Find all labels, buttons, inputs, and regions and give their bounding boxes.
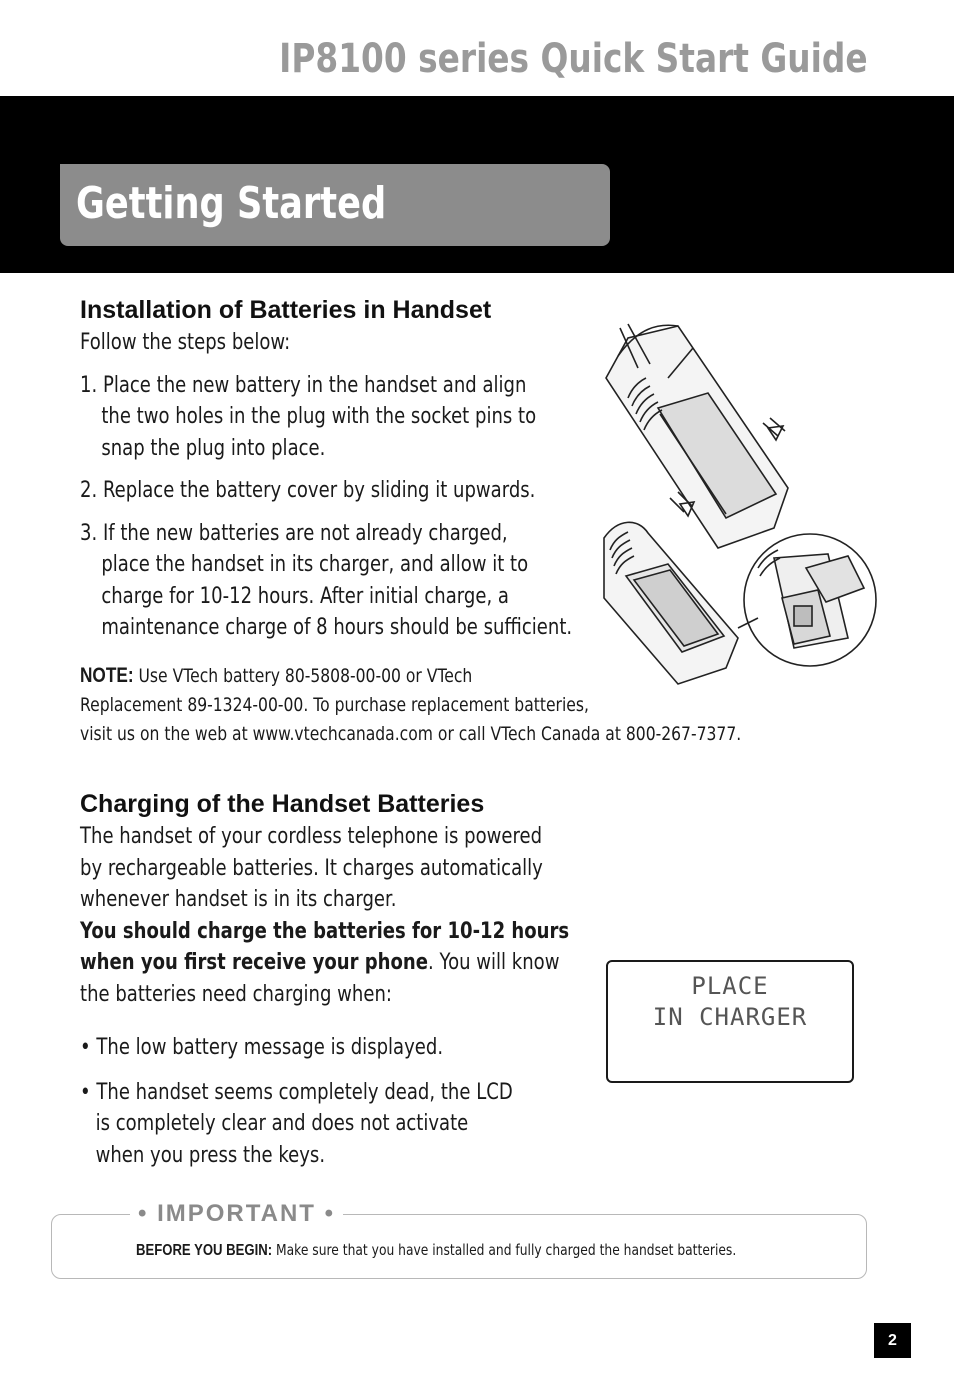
bullet-line: • The low battery message is displayed. xyxy=(80,1035,444,1060)
charging-text xyxy=(80,821,569,1171)
installation-intro: Follow the steps below: xyxy=(80,330,291,355)
important-message: Make sure that you have installed and fully charged the handset batteries. xyxy=(272,1241,737,1259)
charging-after-bold: . You will know xyxy=(427,950,560,975)
section-title: Getting Started xyxy=(76,178,387,229)
important-text xyxy=(136,1241,736,1260)
lcd-line-1: PLACE xyxy=(691,972,769,1000)
charging-para-line: by rechargeable batteries. It charges automatically xyxy=(80,855,543,881)
charging-bold-line: when you first receive your phone xyxy=(80,950,428,975)
step-line: 1. Place the new battery in the handset and align xyxy=(80,372,527,398)
step-line: maintenance charge of 8 hours should be sufficient. xyxy=(101,615,573,640)
battery-installation-illustration xyxy=(598,318,882,688)
installation-text xyxy=(80,327,572,644)
installation-step xyxy=(80,475,572,507)
note-line: Replacement 89-1324-00-00. To purchase replacement batteries, xyxy=(80,694,589,716)
page-number: 2 xyxy=(874,1323,911,1358)
installation-step xyxy=(80,518,572,644)
bullet-line: when you press the keys. xyxy=(95,1142,326,1168)
note-line: visit us on the web at www.vtechcanada.com or call VTech Canada at 800-267-7377. xyxy=(80,723,742,745)
bullet-item xyxy=(80,1032,569,1064)
bullet-line: is completely clear and does not activate xyxy=(95,1111,469,1136)
step-line: 3. If the new batteries are not already charged, xyxy=(80,520,508,546)
installation-heading: Installation of Batteries in Handset xyxy=(80,296,492,324)
lcd-line-2: IN CHARGER xyxy=(652,1003,808,1031)
note-line: Use VTech battery 80-5808-00-00 or VTech xyxy=(138,665,473,687)
charging-bold-line: You should charge the batteries for 10-12 hours xyxy=(80,918,570,944)
charging-heading: Charging of the Handset Batteries xyxy=(80,790,485,818)
step-line: 2. Replace the battery cover by sliding it upwards. xyxy=(80,478,536,503)
charging-last-line: the batteries need charging when: xyxy=(80,981,392,1007)
bullet-line: • The handset seems completely dead, the LCD xyxy=(80,1079,513,1105)
installation-step xyxy=(80,370,572,465)
header-band xyxy=(0,96,954,273)
note-label: NOTE: xyxy=(80,664,134,687)
step-line: place the handset in its charger, and allow it to xyxy=(101,552,529,577)
bullet-item xyxy=(80,1077,569,1172)
guide-title: IP8100 series Quick Start Guide xyxy=(279,36,868,82)
step-line: the two holes in the plug with the socket pins to xyxy=(101,404,537,429)
charging-para-line: whenever handset is in its charger. xyxy=(80,887,397,912)
section-tab xyxy=(60,164,610,246)
charging-para-line: The handset of your cordless telephone is powered xyxy=(80,824,543,849)
step-line: snap the plug into place. xyxy=(101,435,326,461)
important-label: • IMPORTANT • xyxy=(130,1200,343,1228)
step-line: charge for 10-12 hours. After initial charge, a xyxy=(101,583,509,609)
important-box xyxy=(51,1200,867,1279)
lcd-display xyxy=(606,960,854,1083)
important-prefix: BEFORE YOU BEGIN: xyxy=(136,1242,273,1259)
